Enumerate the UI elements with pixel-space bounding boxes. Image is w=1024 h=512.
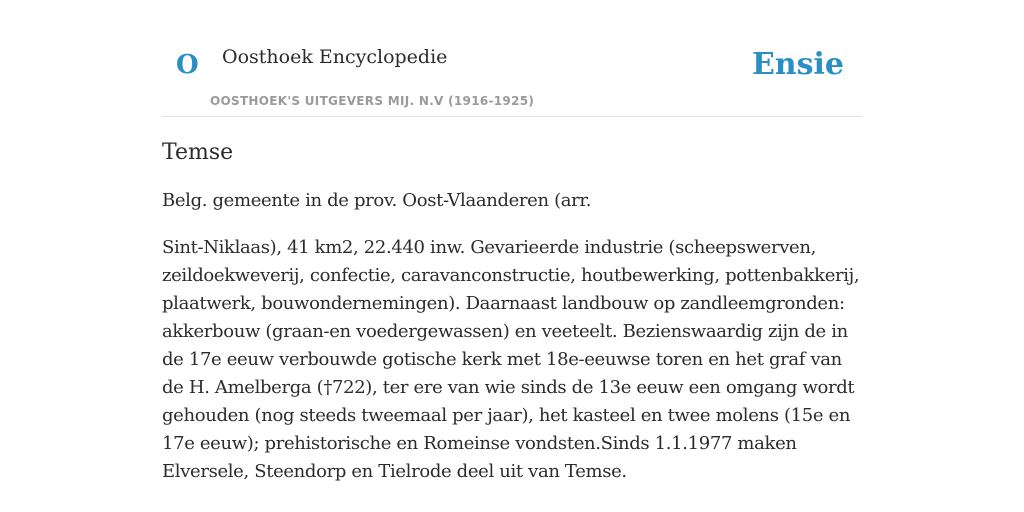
page-header	[162, 0, 862, 117]
article-paragraph: Belg. gemeente in de prov. Oost-Vlaanderen (arr.	[162, 189, 592, 211]
article	[162, 138, 862, 486]
publication-title[interactable]: Oosthoek Encyclopedie	[222, 46, 448, 68]
article-paragraph: Sint-Niklaas), 41 km2, 22.440 inw. Gevarieerde industrie (scheepswerven, zeildoekweverij, confectie, caravanconstructie, houtbewerking, pottenbakkerij, plaatwerk, bouwondernemingen). Daarnaast landbouw op zandleemgronden: akkerbouw (graan-en voedergewassen) en veeteelt. Bezienswaardig zijn de in de 17e eeuw verbouwde gotische kerk met 18e-eeuwse toren en het graf van de H. Amelberga (†722), ter ere van wie sinds de 13e eeuw een omgang wordt gehouden (nog steeds tweemaal per jaar), het kasteel en twee molens (15e en 17e eeuw); prehistorische en Romeinse vondsten.Sinds 1.1.1977 maken Elversele, Steendorp en Tielrode deel uit van Temse.	[162, 236, 860, 482]
publication-logo[interactable]: O	[176, 50, 199, 80]
brand-logo-link[interactable]: Ensie	[751, 47, 844, 82]
publisher-subtitle: OOSTHOEK'S UITGEVERS MIJ. N.V (1916-1925)	[210, 94, 535, 108]
entry-title: Temse	[162, 140, 234, 165]
